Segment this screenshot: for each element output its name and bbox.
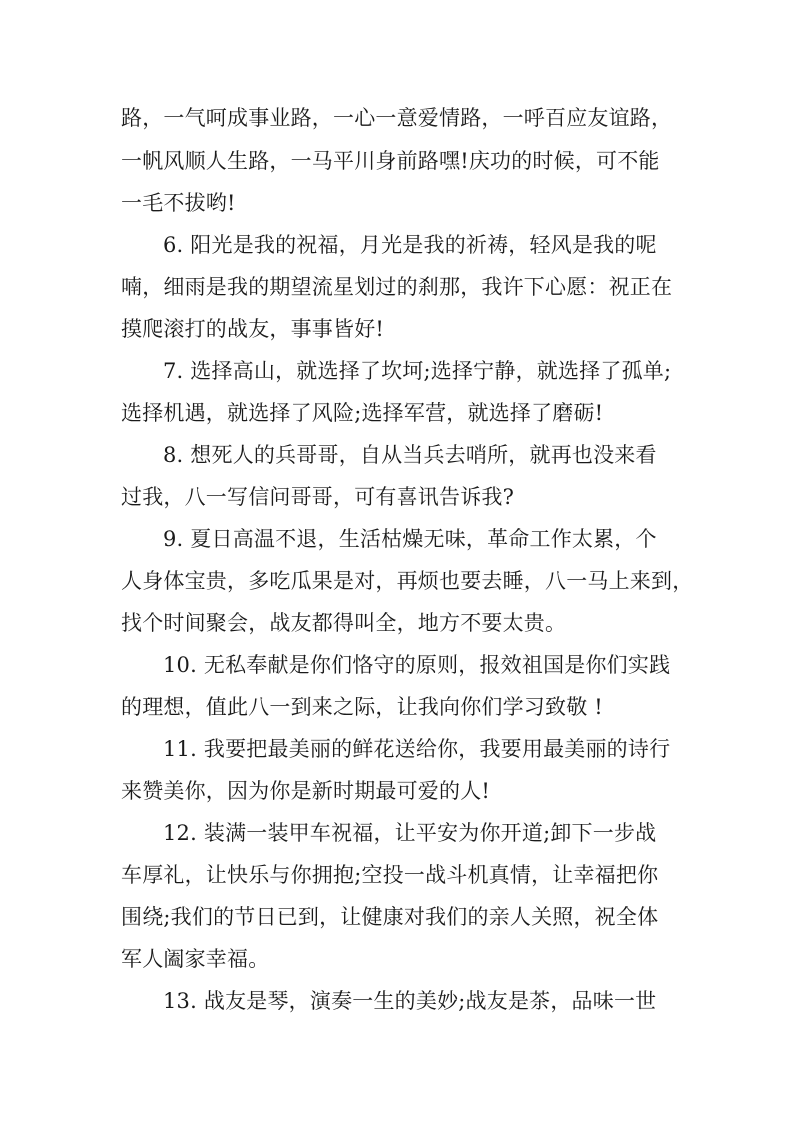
text-line: 一帆风顺人生路，一马平川身前路嘿!庆功的时候，可不能 <box>121 149 660 173</box>
text-line: 来赞美你，因为你是新时期最可爱的人! <box>121 779 491 803</box>
list-item-11-start: 11. 我要把最美丽的鲜花送给你，我要用最美丽的诗行 <box>163 737 671 761</box>
text-line: 找个时间聚会，战友都得叫全，地方不要太贵。 <box>121 611 567 635</box>
text-line: 车厚礼，让快乐与你拥抱;空投一战斗机真情，让幸福把你 <box>121 863 659 887</box>
list-item-10-start: 10. 无私奉献是你们恪守的原则，报效祖国是你们实践 <box>163 653 671 677</box>
list-item-12-start: 12. 装满一装甲车祝福，让平安为你开道;卸下一步战 <box>163 821 657 845</box>
list-item-13-start: 13. 战友是琴，演奏一生的美妙;战友是茶，品味一世 <box>163 989 657 1013</box>
text-line: 人身体宝贵，多吃瓜果是对，再烦也要去睡，八一马上来到， <box>121 569 694 593</box>
text-line: 路，一气呵成事业路，一心一意爱情路，一呼百应友谊路， <box>121 106 673 130</box>
text-line: 一毛不拔哟! <box>121 191 236 215</box>
text-line: 军人阖家幸福。 <box>121 947 270 971</box>
text-line: 过我，八一写信问哥哥，可有喜讯告诉我? <box>121 485 515 509</box>
text-line: 的理想，值此八一到来之际，让我向你们学习致敬 ! <box>121 695 603 719</box>
list-item-6-start: 6. 阳光是我的祝福，月光是我的祈祷，轻风是我的呢 <box>163 233 657 257</box>
text-line: 围绕;我们的节日已到，让健康对我们的亲人关照，祝全体 <box>121 905 659 929</box>
list-item-7-start: 7. 选择高山，就选择了坎坷;选择宁静，就选择了孤单; <box>163 359 672 383</box>
text-line: 喃，细雨是我的期望流星划过的刹那，我许下心愿：祝正在 <box>121 275 673 299</box>
text-line: 摸爬滚打的战友，事事皆好! <box>121 317 385 341</box>
list-item-8-start: 8. 想死人的兵哥哥，自从当兵去哨所，就再也没来看 <box>163 443 657 467</box>
list-item-9-start: 9. 夏日高温不退，生活枯燥无味，革命工作太累，个 <box>163 527 657 551</box>
text-line: 选择机遇，就选择了风险;选择军营，就选择了磨砺! <box>121 401 604 425</box>
